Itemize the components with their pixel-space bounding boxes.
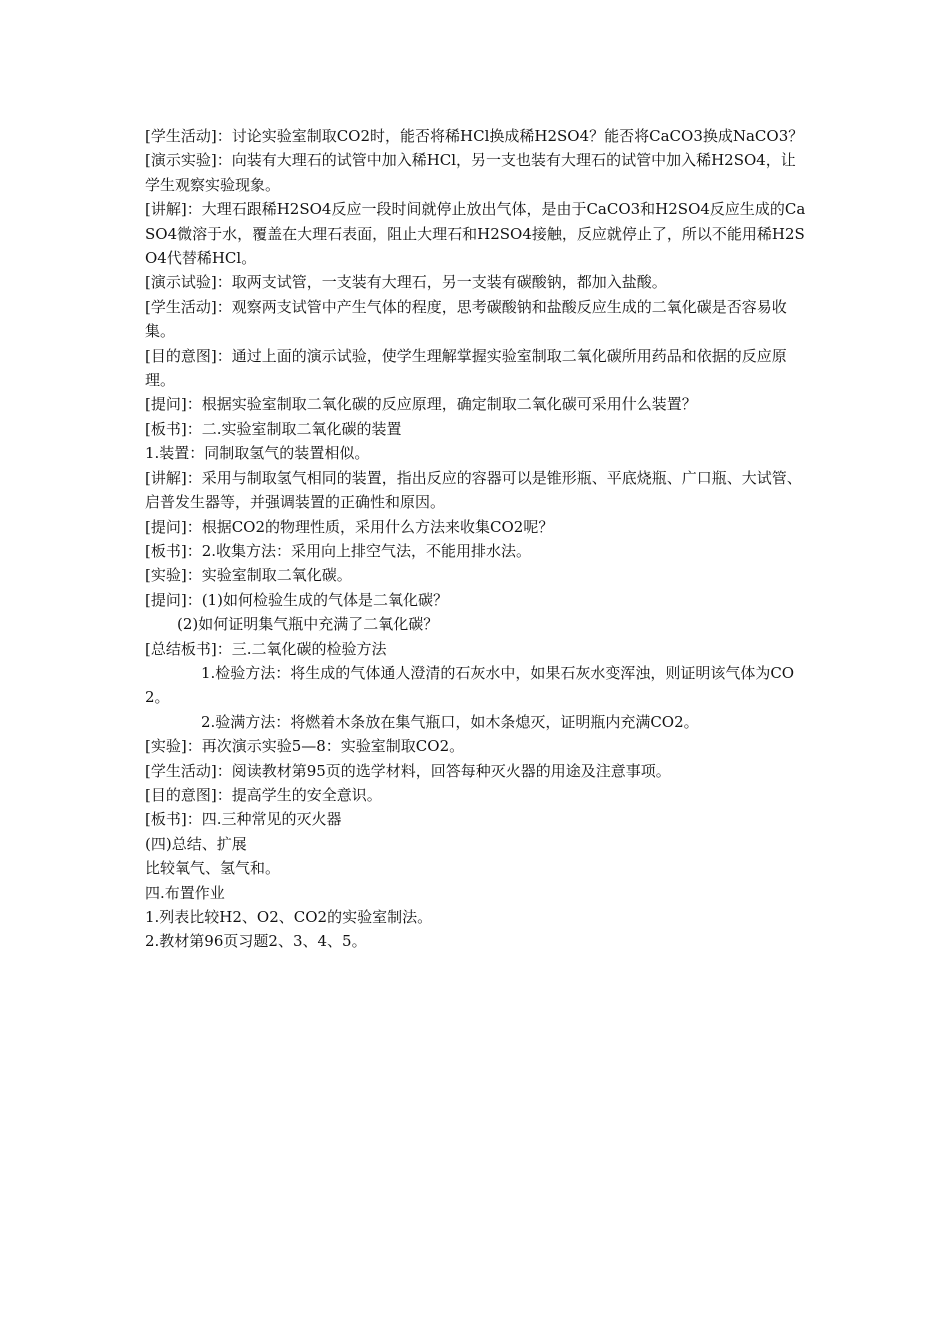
paragraph: [板书]：四.三种常见的灭火器	[145, 810, 342, 829]
paragraph: 1.检验方法：将生成的气体通人澄清的石灰水中，如果石灰水变浑浊，则证明该气体为CO2。	[145, 663, 795, 707]
paragraph: [讲解]：采用与制取氢气相同的装置，指出反应的容器可以是锥形瓶、平底烧瓶、广口瓶、大试管、启普发生器等，并强调装置的正确性和原因。	[145, 468, 802, 512]
paragraph: [板书]：2.收集方法：采用向上排空气法，不能用排水法。	[145, 541, 532, 560]
paragraph: [目的意图]：提高学生的安全意识。	[145, 785, 382, 804]
paragraph: [提问]：(1)如何检验生成的气体是二氧化碳？	[145, 590, 448, 609]
paragraph: [目的意图]：通过上面的演示试验，使学生理解掌握实验室制取二氧化碳所用药品和依据的反应原理。	[145, 346, 787, 390]
paragraph: 1.装置：同制取氢气的装置相似。	[145, 444, 370, 463]
paragraph: [演示试验]：取两支试管，一支装有大理石，另一支装有碳酸钠，都加入盐酸。	[145, 273, 667, 292]
paragraph: [总结板书]：三.二氧化碳的检验方法	[145, 639, 387, 658]
paragraph: [学生活动]：讨论实验室制取CO2时，能否将稀HCl换成稀H2SO4？能否将CaCO3换成NaCO3？	[145, 127, 804, 145]
paragraph: [实验]：实验室制取二氧化碳。	[145, 566, 352, 585]
paragraph: [讲解]：大理石跟稀H2SO4反应一段时间就停止放出气体，是由于CaCO3和H2SO4反应生成的CaSO4微溶于水，覆盖在大理石表面，阻止大理石和H2SO4接触，反应就停止了，所以不能用稀H2SO4代替稀HCl。	[145, 200, 806, 268]
paragraph: (四)总结、扩展	[145, 834, 247, 853]
paragraph: [学生活动]：观察两支试管中产生气体的程度，思考碳酸钠和盐酸反应生成的二氧化碳是否容易收集。	[145, 297, 787, 341]
paragraph: [演示实验]：向装有大理石的试管中加入稀HCl，另一支也装有大理石的试管中加入稀H2SO4，让学生观察实验现象。	[145, 151, 796, 194]
paragraph: 比较氧气、氢气和。	[145, 859, 281, 878]
paragraph: 1.列表比较H2、O2、CO2的实验室制法。	[145, 908, 433, 926]
paragraph: [学生活动]：阅读教材第95页的选学材料，回答每种灭火器的用途及注意事项。	[145, 761, 671, 780]
paragraph: 四.布置作业	[145, 883, 225, 902]
paragraph: (2)如何证明集气瓶中充满了二氧化碳？	[177, 615, 439, 634]
paragraph: [提问]：根据实验室制取二氧化碳的反应原理，确定制取二氧化碳可采用什么装置？	[145, 395, 697, 414]
paragraph: [实验]：再次演示实验5—8：实验室制取CO2。	[145, 737, 465, 756]
paragraph: [板书]：二.实验室制取二氧化碳的装置	[145, 419, 402, 438]
document-body	[145, 124, 810, 954]
paragraph: 2.教材第96页习题2、3、4、5。	[145, 932, 367, 951]
paragraph: 2.验满方法：将燃着木条放在集气瓶口，如木条熄灭，证明瓶内充满CO2。	[201, 712, 699, 731]
paragraph: [提问]：根据CO2的物理性质，采用什么方法来收集CO2呢？	[145, 517, 554, 536]
